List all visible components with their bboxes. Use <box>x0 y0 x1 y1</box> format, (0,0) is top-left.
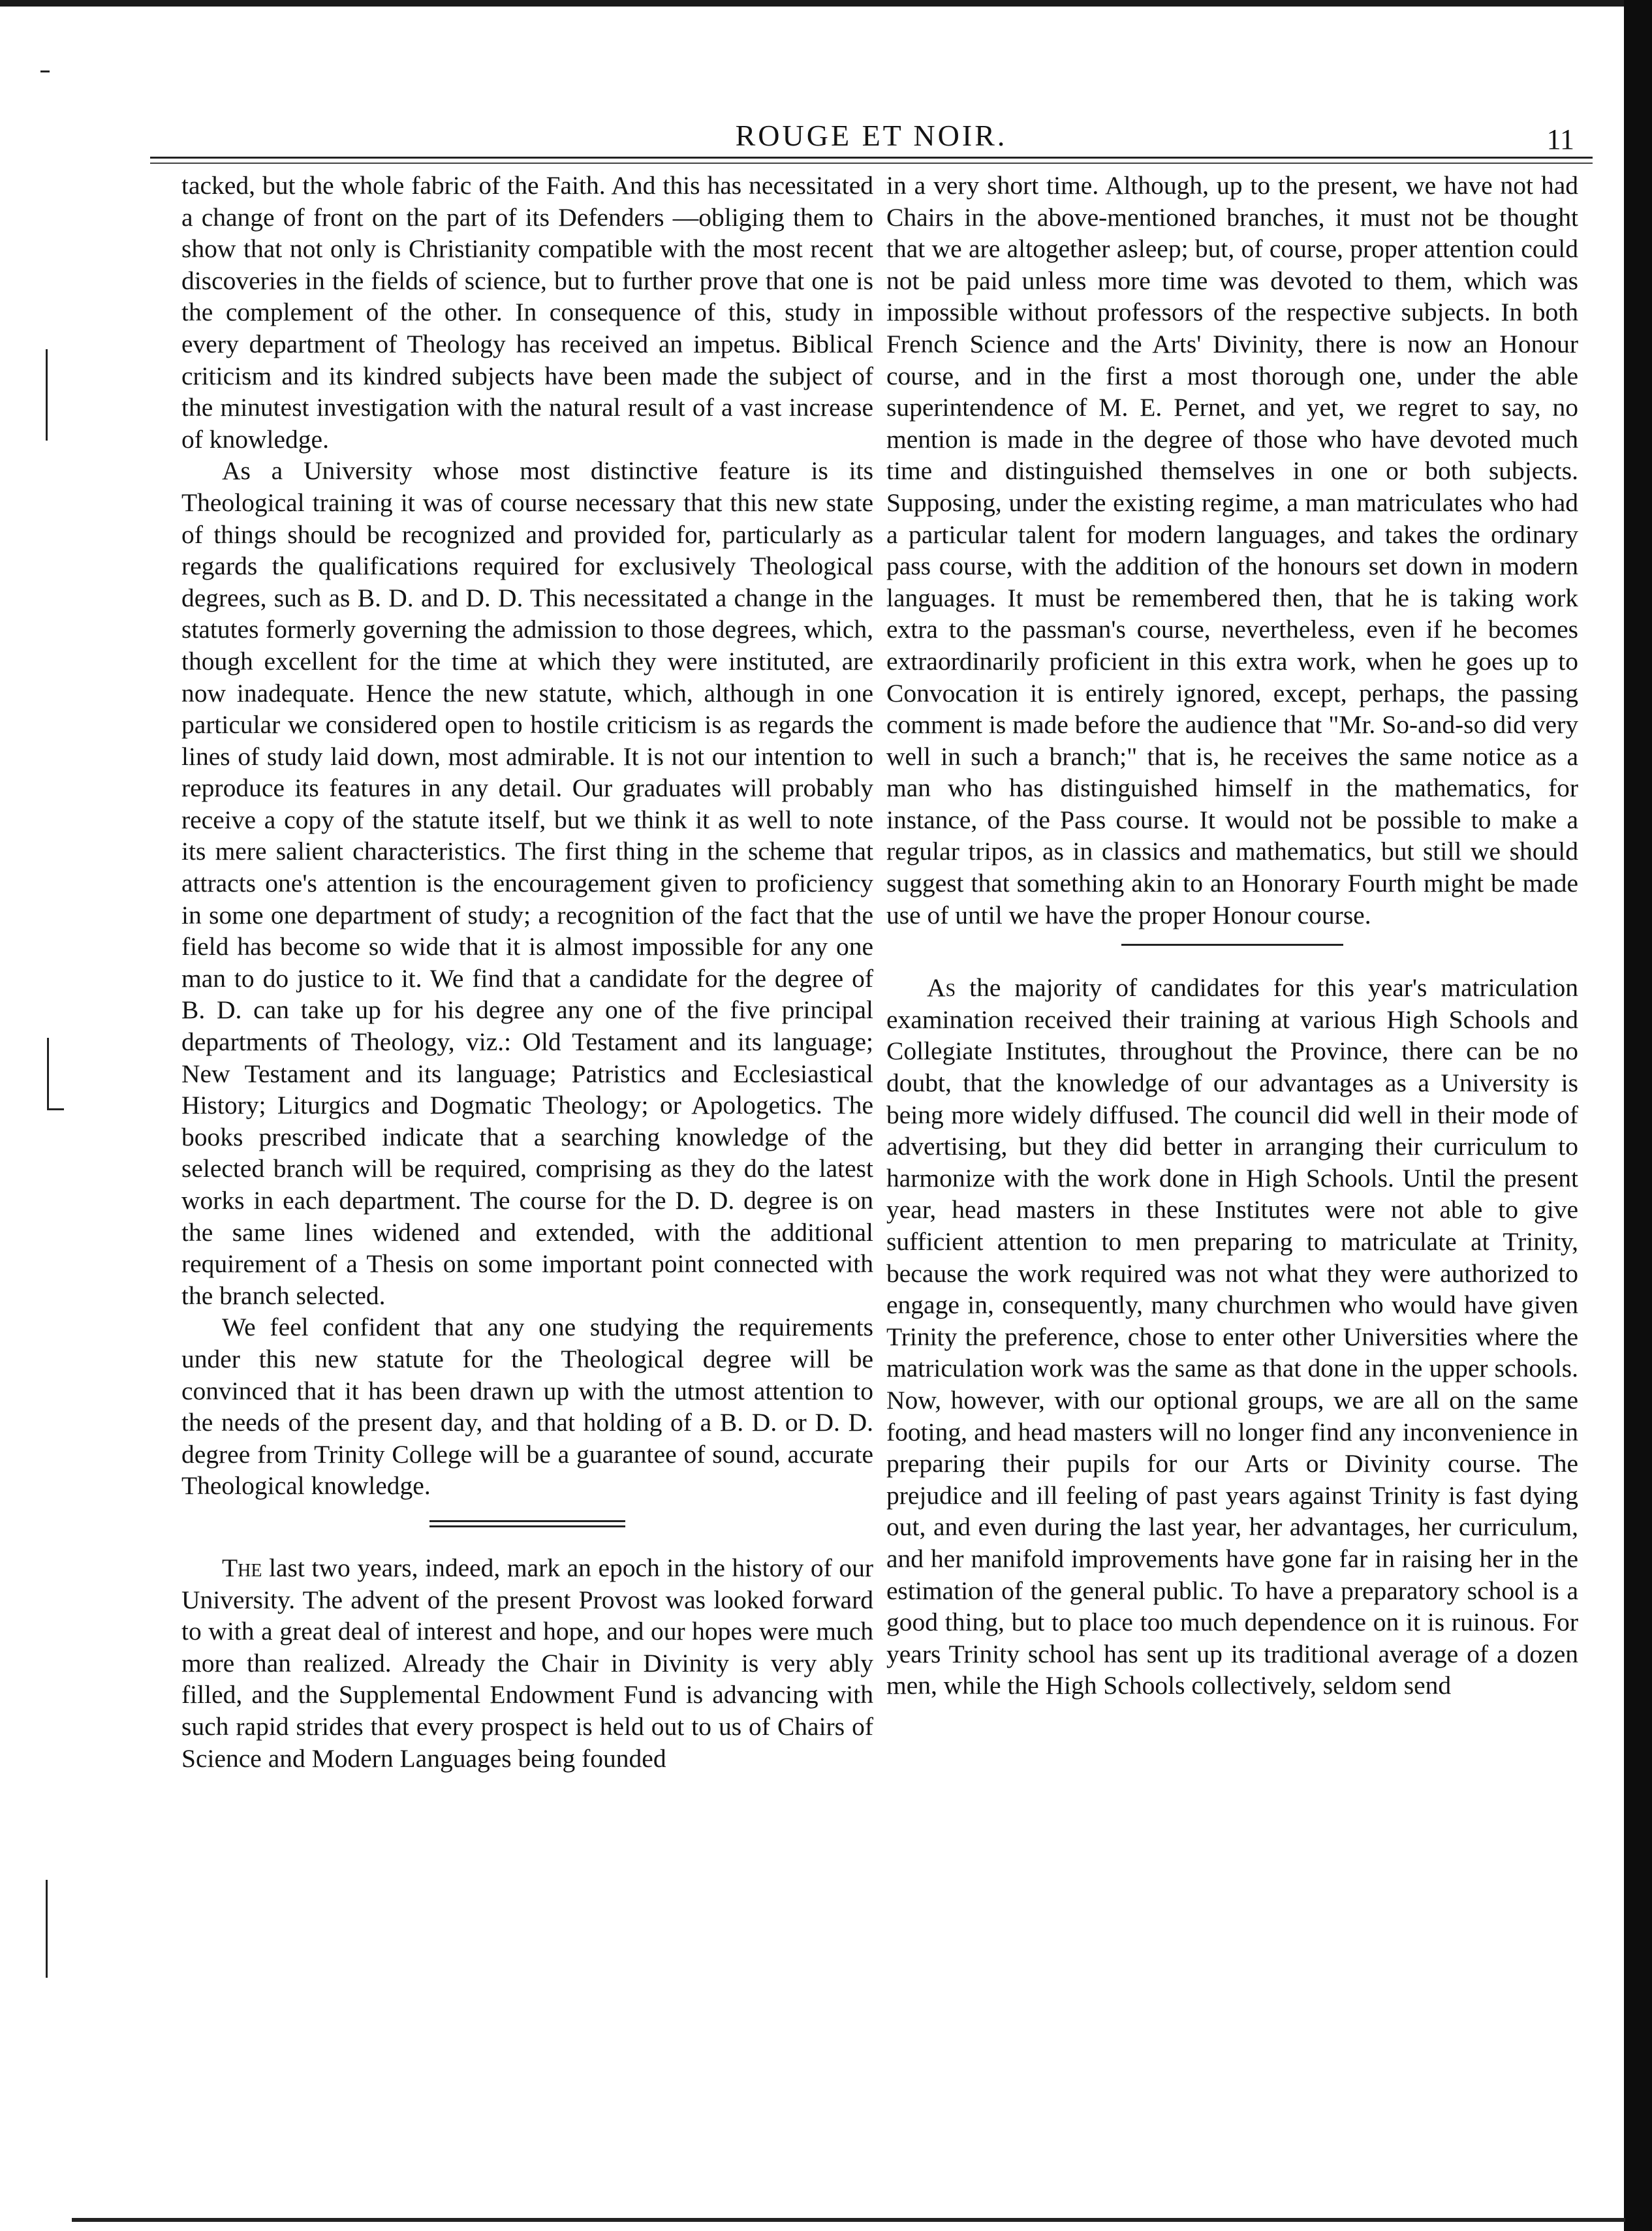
page-border-bottom <box>72 2218 1625 2222</box>
paragraph: As a University whose most distinctive feature is its Theological training it was of course necessary that this new state of things should be recognized and provided for, particularly as regards the qualifications required for exclusively Theological degrees, such as B. D. and D. D. This necessitated a change in the statutes formerly governing the admission to those degrees, which, though excellent for the time at which they were instituted, are now inadequate. Hence the new statute, which, although in one particular we considered open to hostile criticism is as regards the lines of study laid down, most admirable. It is not our intention to reproduce its features in any detail. Our graduates will probably receive a copy of the statute itself, but we think it as well to note its mere salient characteristics. The first thing in the scheme that attracts one's attention is the encouragement given to proficiency in some one department of study; a recognition of the fact that the field has become so wide that it is almost impossible for any one man to do justice to it. We find that a candidate for the degree of B. D. can take up for his degree any one of the five principal departments of Theology, viz.: Old Testament and its language; New Testament and its language; Patristics and Ecclesiastical History; Liturgics and Dogmatic Theology; or Apologetics. The books prescribed indicate that a searching knowledge of the selected branch will be required, comprising as they do the latest works in each department. The course for the D. D. degree is on the same lines widened and extended, with the additional requirement of a Thesis on some important point connected with the branch selected. <box>181 456 873 1310</box>
header-rule <box>150 163 1593 164</box>
paragraph: in a very short time. Although, up to the present, we have not had Chairs in the above-mentioned branches, it must not be thought that we are altogether asleep; but, of course, proper attention could not be paid unless more time was devoted to them, which was impossible without professors of the respective subjects. In both French Science and the Arts' Divinity, there is now an Honour course, and in the first a most thorough one, under the able superintendence of M. E. Pernet, and yet, we regret to say, no mention is made in the degree of those who have devoted much time and distinguished themselves in one or both subjects. Supposing, under the existing regime, a man matriculates who had a particular talent for modern languages, and takes the ordinary pass course, with the addition of the honours set down in modern languages. It must be remembered then, that he is taking work extra to the passman's course, nevertheless, even if he becomes extraordinarily proficient in this extra work, when he goes up to Convocation it is entirely ignored, except, perhaps, the passing comment is made before the audience that "Mr. So-and-so did very well in such a branch;" that is, he receives the same notice as a man who has distinguished himself in the mathematics, for instance, of the Pass course. It would not be possible to make a regular tripos, as in classics and mathematics, but still we should suggest that something akin to an Honorary Fourth might be made use of until we have the proper Honour course. <box>886 171 1578 929</box>
page-border-right <box>1624 0 1652 2231</box>
header-rule <box>150 157 1593 159</box>
margin-tick <box>47 1108 64 1110</box>
paragraph <box>181 1552 873 1774</box>
paragraph: We feel confident that any one studying the requirements under this new statute for the Theological degree will be convinced that it has been drawn up with the utmost attention to the needs of the present day, and that holding of a B. D. or D. D. degree from Trinity College will be a guarantee of sound, accurate Theological knowledge. <box>181 1313 873 1501</box>
lead-word: The <box>222 1553 262 1582</box>
paragraph-text: the majority of candidates for this year's matriculation examination received their training at various High Schools and Collegiate Institutes, throughout the Province, there can be no doubt, that the knowledge of our advantages as a University is being more widely diffused. The council did well in their mode of advertising, but they did better in arranging their curriculum to harmonize with the work done in High Schools. Until the present year, head masters in these Institutes were not able to give sufficient attention to men preparing to matriculate at Trinity, because the work required was not what they were authorized to engage in, consequently, many churchmen who would have given Trinity the preference, chose to enter other Universities where the matriculation work was the same as that done in the upper schools. Now, however, with our optional groups, we are all on the same footing, and head masters will no longer find any inconvenience in preparing their pupils for our Arts or Divinity course. The prejudice and ill feeling of past years against Trinity is fast dying out, and even during the last year, her advantages, her curriculum, and her manifold improvements have gone far in raising her in the estimation of the general public. To have a preparatory school is a good thing, but to place too much dependence on it is ruinous. For years Trinity school has sent up its traditional average of a dozen men, while the High Schools collectively, seldom send <box>886 973 1578 1700</box>
paragraph: tacked, but the whole fabric of the Faith. And this has necessitated a change of front on the part of its Defenders —obliging them to show that not only is Christianity compatible with the most recent discoveries in the fields of science, but to further prove that one is the complement of the other. In consequence of this, study in every department of Theology has received an impetus. Biblical criticism and its kindred subjects have been made the subject of the minutest investigation with the natural result of a vast increase of knowledge. <box>181 171 873 454</box>
margin-tick <box>46 1880 48 1978</box>
margin-tick <box>46 349 48 441</box>
margin-tick <box>40 70 50 72</box>
page-border-top <box>0 0 1652 7</box>
page-number: 11 <box>1546 123 1574 155</box>
lead-word: As <box>927 973 956 1003</box>
paragraph-text: last two years, indeed, mark an epoch in the history of our University. The advent of the present Provost was looked forward to with a great deal of interest and hope, and our hopes were much more than realized. Already the Chair in Divinity is very ably filled, and the Supplemental Endowment Fund is advancing with such rapid strides that every prospect is held out to us of Chairs of Science and Modern Languages being founded <box>181 1553 873 1773</box>
header-title: ROUGE ET NOIR. <box>735 119 1008 152</box>
right-column <box>886 170 1578 1702</box>
section-divider <box>429 1520 625 1527</box>
left-column <box>181 170 873 1774</box>
running-header <box>150 117 1593 157</box>
section-divider <box>1121 944 1343 946</box>
margin-tick <box>47 1038 49 1110</box>
paragraph <box>886 972 1578 1702</box>
